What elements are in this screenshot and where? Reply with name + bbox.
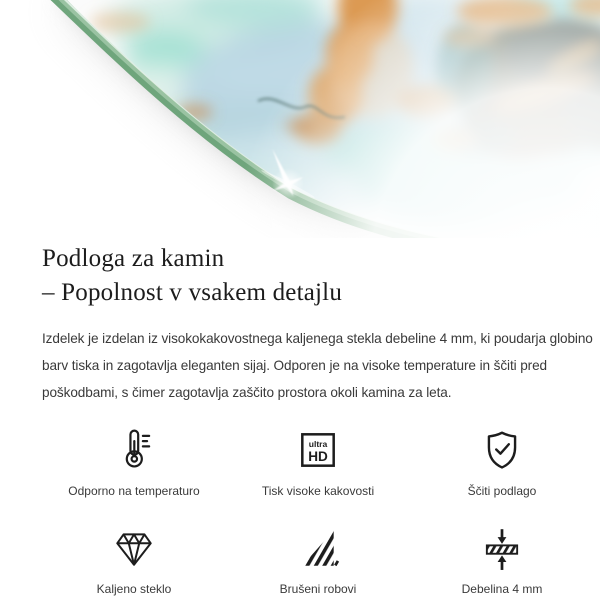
- feature-temperature: [42, 427, 226, 498]
- feature-protects-surface: [410, 427, 594, 498]
- page-title-line1: Podloga za kamin: [42, 245, 225, 272]
- feature-label: Debelina 4 mm: [461, 582, 543, 596]
- shield-check-icon: [479, 427, 525, 473]
- thickness-icon: [479, 525, 525, 571]
- feature-label: Brušeni robovi: [279, 582, 357, 596]
- feature-grid: [42, 427, 600, 596]
- feature-label: Ščiti podlago: [467, 484, 537, 498]
- page-title-line2: – Popolnost v vsakem detajlu: [42, 279, 343, 306]
- feature-tempered-glass: [42, 525, 226, 596]
- product-description-section: [0, 242, 600, 596]
- feature-label: Kaljeno steklo: [96, 582, 172, 596]
- thermometer-icon: [111, 427, 157, 473]
- feature-thickness: [410, 525, 594, 596]
- diamond-icon: [111, 525, 157, 571]
- product-image: [0, 0, 600, 238]
- product-description-text: Izdelek je izdelan iz visokokakovostnega kaljenega stekla debeline 4 mm, ki poudarja globino barv tiska in zagotavlja eleganten sijaj. Odporen je na visoke temperature in ščiti pred poškodbami, s čimer zagotavlja zaščito prostora okoli kamina za leta.: [42, 331, 593, 400]
- svg-text:ultra: ultra: [308, 438, 328, 449]
- svg-text:HD: HD: [308, 448, 328, 464]
- feature-label: Tisk visoke kakovosti: [261, 484, 375, 498]
- feature-polished-edges: [226, 525, 410, 596]
- brushed-edges-icon: [295, 525, 341, 571]
- page-title: [42, 242, 600, 310]
- white-fade-overlay: [0, 0, 600, 238]
- feature-label: Odporno na temperaturo: [68, 484, 200, 498]
- ultra-hd-icon: [295, 427, 341, 473]
- feature-print-quality: [226, 427, 410, 498]
